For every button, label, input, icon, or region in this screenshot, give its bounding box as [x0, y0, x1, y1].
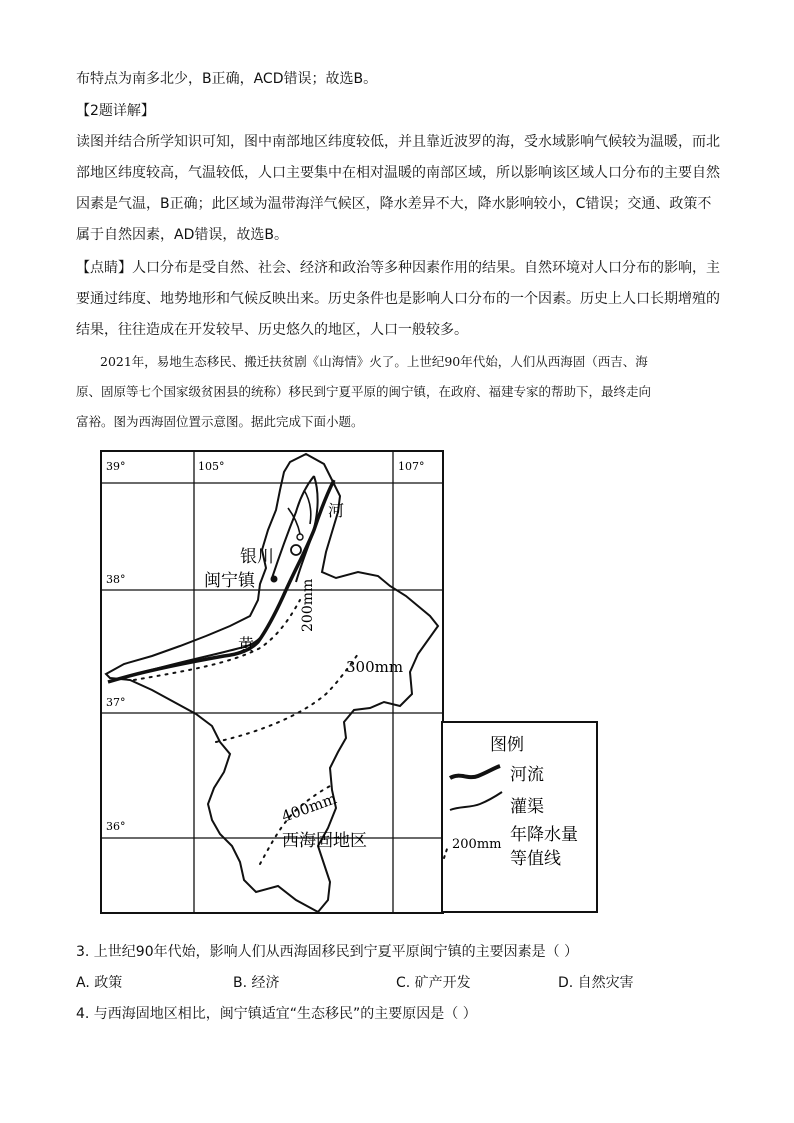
isoline-label-200: 200mm	[300, 578, 316, 632]
isoline-300	[216, 654, 358, 742]
city-marker	[297, 534, 303, 540]
lat-label-37: 37°	[106, 696, 126, 709]
explanation-line: 部地区纬度较高，气温较低，人口主要集中在相对温暖的南部区域，所以影响该区域人口分布的主要自然	[76, 165, 720, 181]
explanation-line: 读图并结合所学知识可知，图中南部地区纬度较低，并且靠近波罗的海，受水域影响气候较为温暖，而北	[76, 134, 720, 150]
question-3-option-a[interactable]: A. 政策	[76, 975, 123, 991]
question-3-option-c[interactable]: C. 矿产开发	[396, 975, 471, 991]
isoline-label-400: 400mm	[279, 789, 340, 826]
legend-river-label: 河流	[510, 765, 544, 785]
question-3-option-d[interactable]: D. 自然灾害	[558, 975, 634, 991]
legend-isoline-value: 200mm	[452, 837, 502, 852]
lat-label-36: 36°	[106, 820, 126, 833]
legend-canal-label: 灌渠	[510, 797, 544, 817]
canal	[272, 476, 314, 578]
question-4-stem: 4. 与西海固地区相比，闽宁镇适宜“生态移民”的主要原因是（ ）	[76, 1006, 477, 1022]
answer-tail-line: 布特点为南多北少，B正确，ACD错误；故选B。	[76, 71, 378, 87]
question-3-stem: 3. 上世纪90年代始，影响人们从西海固移民到宁夏平原闽宁镇的主要因素是（ ）	[76, 944, 579, 960]
region-label-xihaigu: 西海固地区	[282, 831, 367, 851]
section-heading-q2: 【2题详解】	[76, 103, 155, 119]
passage-line: 富裕。图为西海固位置示意图。据此完成下面小题。	[76, 414, 364, 429]
yinchuan-marker	[291, 545, 301, 555]
explanation-line: 因素是气温，B正确；此区域为温带海洋气候区，降水差异不大，降水影响较小，C错误；交通、政策不	[76, 196, 712, 212]
xihaigu-location-map	[100, 450, 600, 916]
lon-label-105: 105°	[198, 460, 225, 473]
tip-line: 结果，往往造成在开发较早、历史悠久的地区，人口一般较多。	[76, 322, 468, 338]
town-label-minning: 闽宁镇	[204, 571, 255, 591]
river-label-he: 河	[328, 501, 345, 520]
legend-isoline-label-1: 年降水量	[510, 825, 578, 845]
question-3-option-b[interactable]: B. 经济	[233, 975, 280, 991]
canal	[304, 490, 311, 524]
tip-line: 要通过纬度、地势地形和气候反映出来。历史条件也是影响人口分布的一个因素。历史上人口长期增殖的	[76, 291, 720, 307]
passage-line: 原、固原等七个国家级贫困县的统称）移民到宁夏平原的闽宁镇，在政府、福建专家的帮助下，最终走向	[76, 384, 652, 399]
minning-marker	[271, 576, 278, 583]
lon-label-107: 107°	[398, 460, 425, 473]
passage-line: 2021年，易地生态移民、搬迁扶贫剧《山海情》火了。上世纪90年代始，人们从西海固（西吉、海	[100, 354, 648, 369]
explanation-line: 属于自然因素，AD错误，故选B。	[76, 227, 288, 243]
city-label-yinchuan: 银川	[240, 547, 274, 567]
tip-line: 【点睛】人口分布是受自然、社会、经济和政治等多种因素作用的结果。自然环境对人口分布的影响，主	[76, 260, 720, 276]
river-label-huang: 黄	[238, 635, 255, 654]
lat-label-39: 39°	[106, 460, 126, 473]
legend-isoline-label-2: 等值线	[510, 849, 561, 869]
legend-title: 图例	[490, 735, 524, 755]
lat-label-38: 38°	[106, 573, 126, 586]
isoline-label-300: 300mm	[346, 658, 404, 676]
